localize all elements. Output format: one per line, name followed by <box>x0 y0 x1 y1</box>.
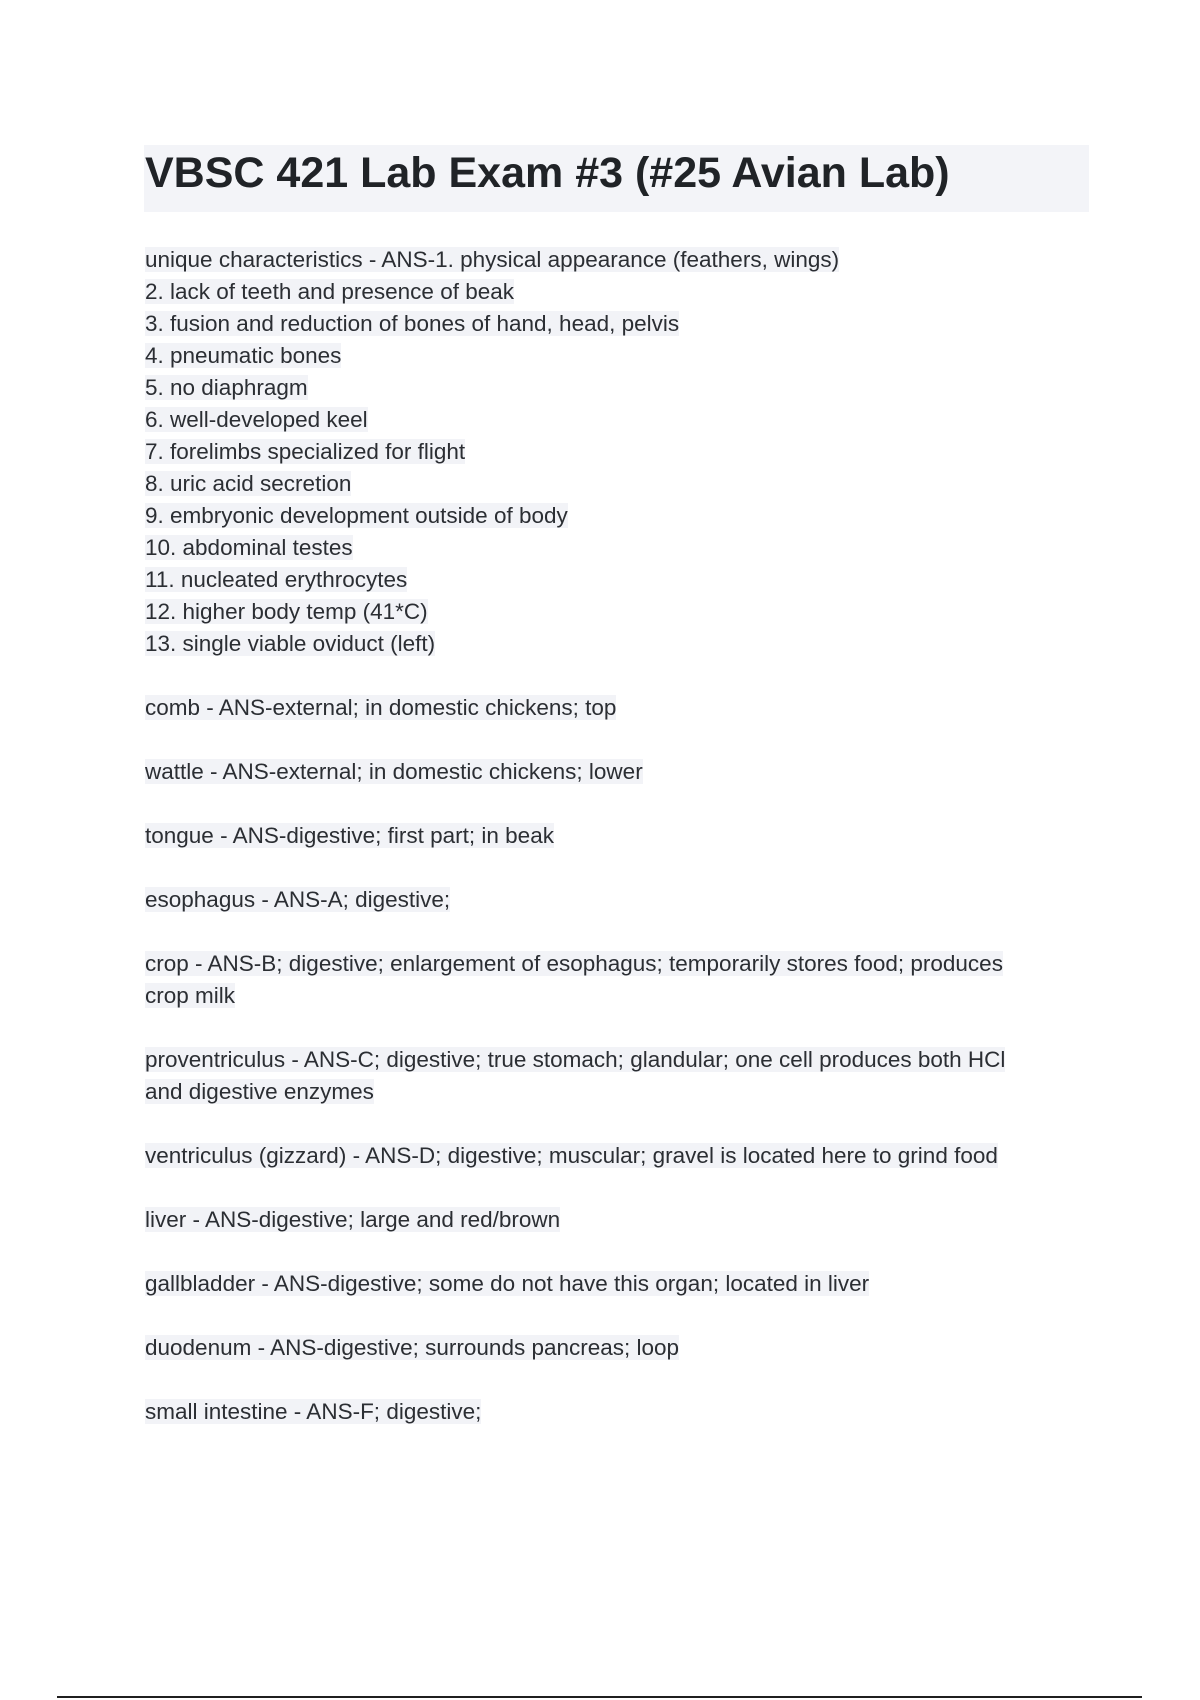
qa-entry <box>145 884 1090 916</box>
list-item <box>145 596 1090 628</box>
entry-text: tongue - ANS-digestive; first part; in beak <box>145 823 554 848</box>
qa-entry <box>145 1268 1090 1300</box>
list-item <box>145 276 1090 308</box>
footer-divider <box>57 1696 1142 1698</box>
list-item-text: 2. lack of teeth and presence of beak <box>145 279 514 304</box>
entry-first-line <box>145 244 1090 276</box>
list-item <box>145 628 1090 660</box>
entry-text: comb - ANS-external; in domestic chickens; top <box>145 695 617 720</box>
list-item-text: 6. well-developed keel <box>145 407 368 432</box>
entry-text: wattle - ANS-external; in domestic chickens; lower <box>145 759 643 784</box>
qa-entry <box>145 692 1090 724</box>
qa-entry <box>145 1140 1090 1172</box>
list-item-text: 5. no diaphragm <box>145 375 308 400</box>
list-item-text: 11. nucleated erythrocytes <box>145 567 408 592</box>
list-item <box>145 564 1090 596</box>
qa-entry <box>145 756 1090 788</box>
list-item <box>145 404 1090 436</box>
entry-text: and digestive enzymes <box>145 1079 374 1104</box>
list-item <box>145 340 1090 372</box>
entry-line <box>145 1268 1090 1300</box>
entry-line <box>145 1396 1090 1428</box>
list-item <box>145 308 1090 340</box>
entry-line <box>145 1204 1090 1236</box>
list-item-text: 10. abdominal testes <box>145 535 353 560</box>
entry-text: small intestine - ANS-F; digestive; <box>145 1399 482 1424</box>
entry-text: ventriculus (gizzard) - ANS-D; digestive; muscular; gravel is located here to grind food <box>145 1143 998 1168</box>
entry-line <box>145 756 1090 788</box>
qa-entry <box>145 1396 1090 1428</box>
list-item <box>145 500 1090 532</box>
list-item <box>145 532 1090 564</box>
list-item-text: 3. fusion and reduction of bones of hand, head, pelvis <box>145 311 680 336</box>
qa-entry <box>145 820 1090 852</box>
list-item-text: 4. pneumatic bones <box>145 343 342 368</box>
entry-first-line-text: unique characteristics - ANS-1. physical appearance (feathers, wings) <box>145 247 840 272</box>
entry-line <box>145 884 1090 916</box>
entry-text: crop milk <box>145 983 236 1008</box>
entry-line <box>145 692 1090 724</box>
list-item <box>145 468 1090 500</box>
entry-text: gallbladder - ANS-digestive; some do not have this organ; located in liver <box>145 1271 870 1296</box>
qa-entry <box>145 1332 1090 1364</box>
page-title: VBSC 421 Lab Exam #3 (#25 Avian Lab) <box>145 149 950 197</box>
entry-line <box>145 1140 1090 1172</box>
list-item-text: 12. higher body temp (41*C) <box>145 599 428 624</box>
entry-text: duodenum - ANS-digestive; surrounds pancreas; loop <box>145 1335 680 1360</box>
list-item-text: 9. embryonic development outside of body <box>145 503 568 528</box>
entry-unique-characteristics <box>145 244 1090 660</box>
entry-text: crop - ANS-B; digestive; enlargement of esophagus; temporarily stores food; produces <box>145 951 1003 976</box>
entry-line <box>145 820 1090 852</box>
entry-line <box>145 1044 1090 1076</box>
characteristics-list <box>145 276 1090 660</box>
entry-line <box>145 948 1090 980</box>
entry-line <box>145 1076 1090 1108</box>
entries-list <box>145 692 1090 1428</box>
entry-text: esophagus - ANS-A; digestive; <box>145 887 451 912</box>
document-content <box>145 244 1090 1460</box>
list-item-text: 8. uric acid secretion <box>145 471 352 496</box>
entry-text: liver - ANS-digestive; large and red/brown <box>145 1207 561 1232</box>
entry-text: proventriculus - ANS-C; digestive; true stomach; glandular; one cell produces both HCl <box>145 1047 1006 1072</box>
list-item-text: 13. single viable oviduct (left) <box>145 631 436 656</box>
list-item <box>145 436 1090 468</box>
entry-line <box>145 1332 1090 1364</box>
qa-entry <box>145 948 1090 1012</box>
qa-entry <box>145 1204 1090 1236</box>
list-item <box>145 372 1090 404</box>
list-item-text: 7. forelimbs specialized for flight <box>145 439 466 464</box>
qa-entry <box>145 1044 1090 1108</box>
entry-line <box>145 980 1090 1012</box>
